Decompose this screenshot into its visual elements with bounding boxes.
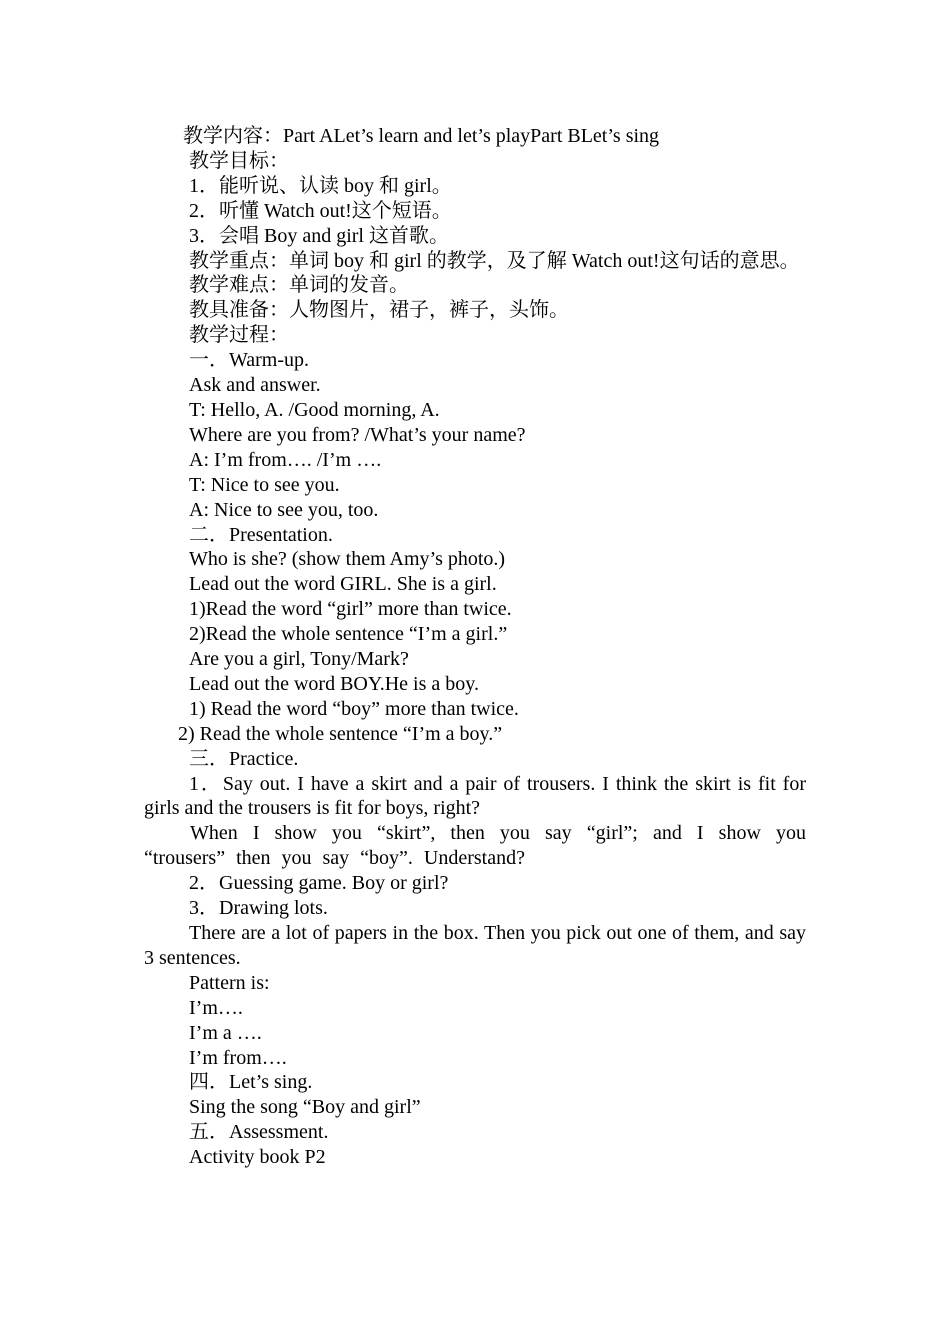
practice-item: 1．Say out. I have a skirt and a pair of trousers. I think the skirt is fit for girls and the trousers is fit for boys, right? <box>144 772 806 820</box>
warmup-line: T: Hello, A. /Good morning, A. <box>189 398 440 421</box>
goal-item: 3．会唱 Boy and girl 这首歌。 <box>189 224 449 247</box>
sing-line: Sing the song “Boy and girl” <box>189 1096 421 1119</box>
presentation-line: 2) Read the whole sentence “I’m a boy.” <box>178 722 503 745</box>
warmup-line: T: Nice to see you. <box>189 473 340 496</box>
goal-item: 2．听懂 Watch out!这个短语。 <box>189 199 452 222</box>
warmup-line: A: I’m from…. /I’m …. <box>189 448 382 471</box>
section-heading-warmup: 一．Warm-up. <box>189 349 310 372</box>
assessment-line: Activity book P2 <box>189 1146 326 1169</box>
presentation-line: Lead out the word BOY.He is a boy. <box>189 672 479 695</box>
pattern-heading: Pattern is: <box>189 971 270 994</box>
warmup-line: A: Nice to see you, too. <box>189 498 379 521</box>
goals-heading: 教学目标： <box>189 149 289 172</box>
goal-item: 1．能听说、认读 boy 和 girl。 <box>189 174 452 197</box>
key-points: 教学重点：单词 boy 和 girl 的教学，及了解 Watch out!这句话的意思。 <box>189 249 800 272</box>
process-heading: 教学过程： <box>189 324 289 347</box>
pattern-line: I’m a …. <box>189 1021 262 1044</box>
practice-item: 3．Drawing lots. <box>189 897 328 920</box>
presentation-line: Lead out the word GIRL. She is a girl. <box>189 573 497 596</box>
section-heading-sing: 四．Let’s sing. <box>189 1071 313 1094</box>
pattern-line: I’m…. <box>189 996 243 1019</box>
materials: 教具准备：人物图片，裙子，裤子，头饰。 <box>189 299 569 322</box>
presentation-line: Who is she? (show them Amy’s photo.) <box>189 548 506 571</box>
warmup-line: Ask and answer. <box>189 374 321 397</box>
section-heading-practice: 三．Practice. <box>189 747 299 770</box>
presentation-line: Are you a girl, Tony/Mark? <box>189 648 409 671</box>
section-heading-assessment: 五．Assessment. <box>189 1121 329 1144</box>
presentation-line: 1)Read the word “girl” more than twice. <box>189 598 512 621</box>
pattern-line: I’m from…. <box>189 1046 287 1069</box>
section-heading-presentation: 二．Presentation. <box>189 523 333 546</box>
difficulties: 教学难点：单词的发音。 <box>189 274 409 297</box>
presentation-line: 1) Read the word “boy” more than twice. <box>189 697 519 720</box>
presentation-line: 2)Read the whole sentence “I’m a girl.” <box>189 623 508 646</box>
lesson-plan-body <box>144 124 806 1170</box>
warmup-line: Where are you from? /What’s your name? <box>189 423 526 446</box>
practice-item: 2．Guessing game. Boy or girl? <box>189 872 449 895</box>
content-title: 教学内容：Part ALet’s learn and let’s playPart BLet’s sing <box>183 125 660 147</box>
practice-item-desc: There are a lot of papers in the box. Then you pick out one of them, and say 3 sentences. <box>144 922 806 969</box>
practice-item-follow: When I show you “skirt”, then you say “girl”; and I show you “trousers” then you say “boy”. Understand? <box>144 822 806 870</box>
